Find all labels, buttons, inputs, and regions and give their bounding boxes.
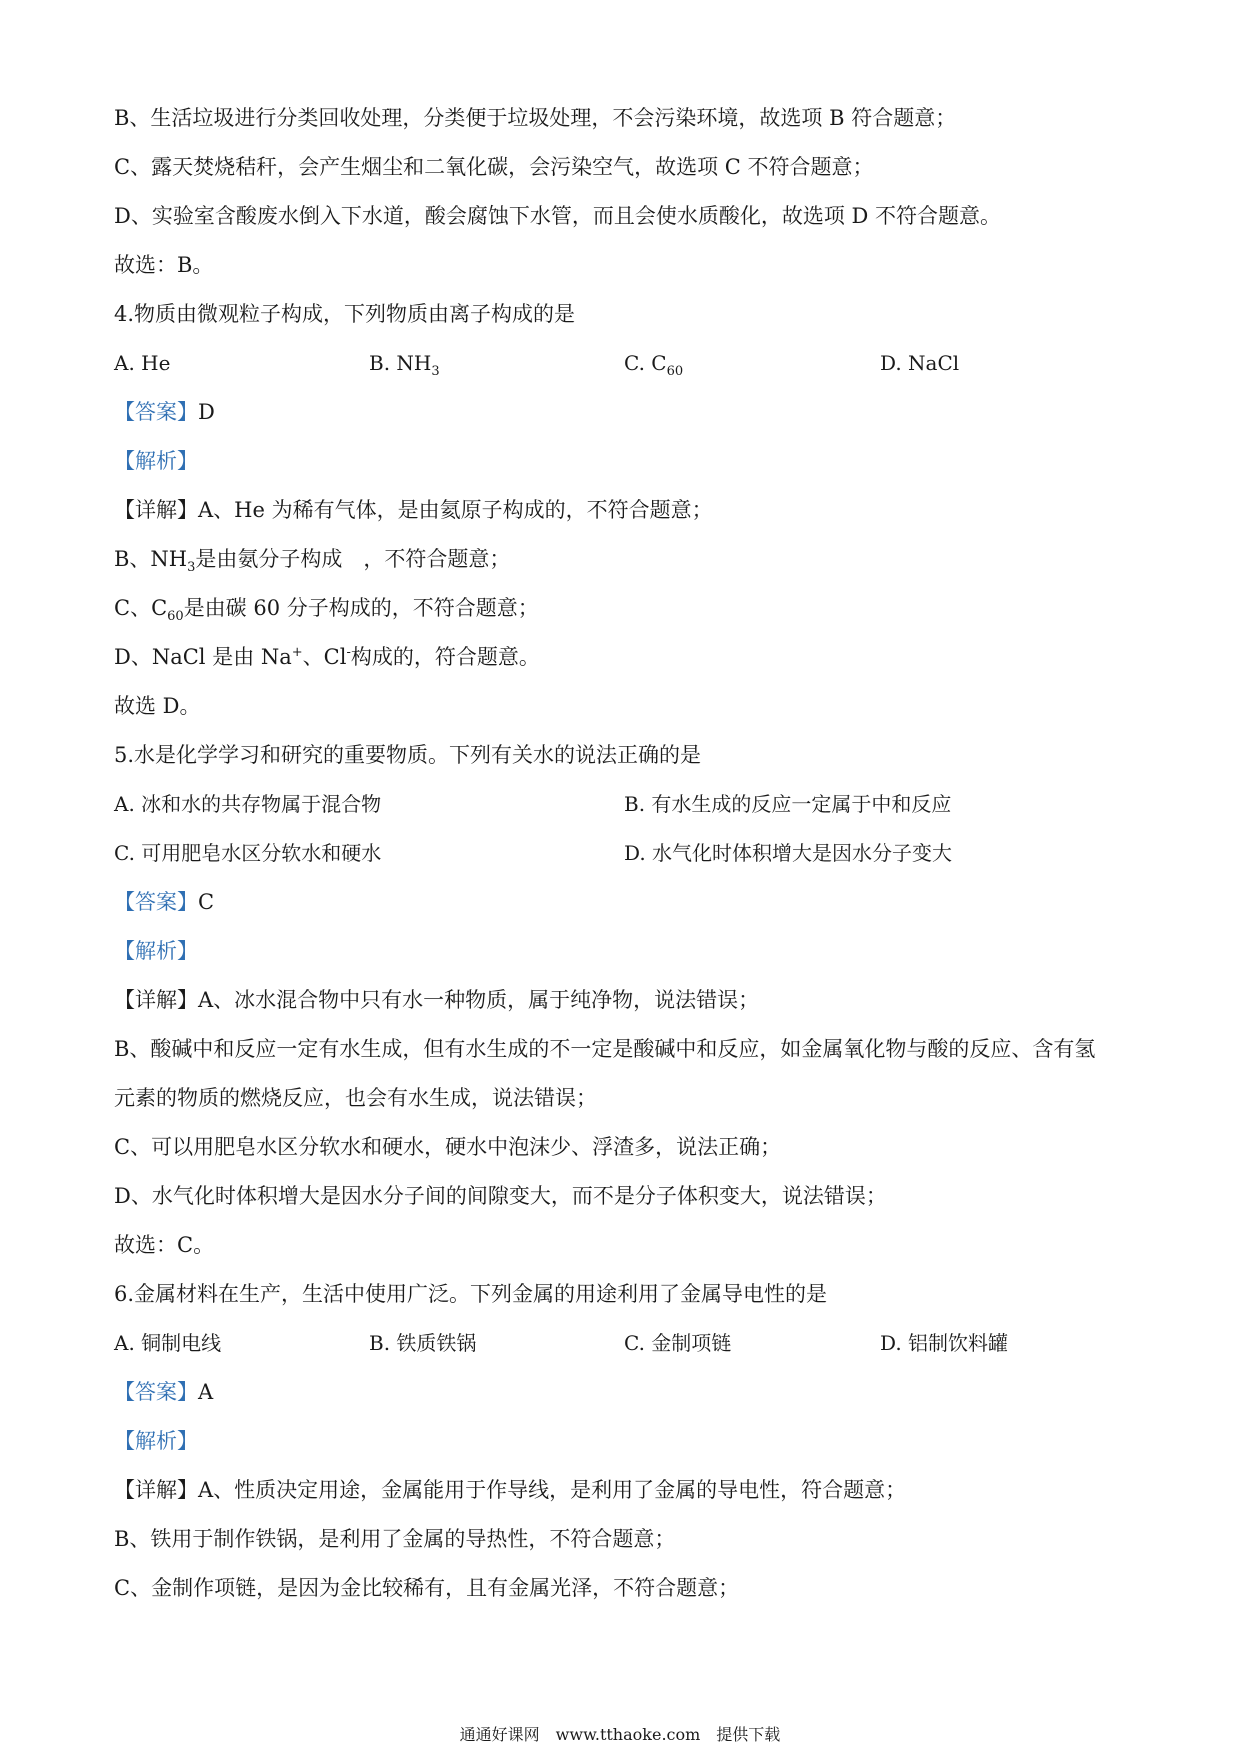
option-c: C. $C_{60}$	[624, 351, 684, 379]
option-c: C. 可用肥皂水区分软水和硬水	[114, 841, 382, 865]
option-c: C. 金制项链	[624, 1331, 732, 1355]
text-line: C、露天焚烧秸秆，会产生烟尘和二氧化碳，会污染空气，故选项 C 不符合题意；	[114, 155, 874, 179]
option-a: A. 冰和水的共存物属于混合物	[114, 792, 382, 816]
answer-line	[114, 1378, 213, 1406]
detail-line: B、铁用于制作铁锅，是利用了金属的导热性，不符合题意；	[114, 1527, 676, 1551]
answer-value: A	[198, 1380, 214, 1404]
detail-line: 【详解】A、He 为稀有气体，是由氦原子构成的，不符合题意；	[114, 498, 713, 522]
page-footer: 通通好课网 www.tthaoke.com 提供下载	[459, 1725, 781, 1744]
text-line: 故选：B。	[114, 253, 214, 277]
detail-line: 元素的物质的燃烧反应，也会有水生成，说法错误；	[114, 1086, 597, 1110]
detail-line: B、$NH_3$是由氨分子构成 ，不符合题意；	[114, 547, 511, 576]
answer-line	[114, 398, 215, 426]
detail-line: 【详解】A、冰水混合物中只有水一种物质，属于纯净物，说法错误；	[114, 988, 760, 1012]
conclusion-line: 故选 D。	[114, 694, 201, 718]
detail-line: D、NaCl 是由 Na+、Cl-构成的，符合题意。	[114, 645, 540, 669]
answer-tag: 【答案】	[114, 890, 198, 914]
option-b: B. 铁质铁锅	[369, 1331, 477, 1355]
answer-line	[114, 888, 214, 916]
detail-line: C、可以用肥皂水区分软水和硬水，硬水中泡沫少、浮渣多，说法正确；	[114, 1135, 782, 1159]
option-b: B. $NH_3$	[369, 351, 440, 379]
option-a: A. He	[114, 351, 171, 375]
answer-tag: 【答案】	[114, 400, 198, 424]
detail-line: C、金制作项链，是因为金比较稀有，且有金属光泽，不符合题意；	[114, 1576, 740, 1600]
answer-tag: 【答案】	[114, 1380, 198, 1404]
answer-value: C	[198, 890, 215, 914]
analysis-tag: 【解析】	[114, 449, 198, 473]
analysis-tag: 【解析】	[114, 939, 198, 963]
conclusion-line: 故选：C。	[114, 1233, 215, 1257]
option-d: D. 铝制饮料罐	[880, 1331, 1009, 1355]
detail-line: 【详解】A、性质决定用途，金属能用于作导线，是利用了金属的导电性，符合题意；	[114, 1478, 907, 1502]
question-stem: 6.金属材料在生产，生活中使用广泛。下列金属的用途利用了金属导电性的是	[114, 1282, 828, 1306]
option-d: D. 水气化时体积增大是因水分子变大	[624, 841, 953, 865]
analysis-tag: 【解析】	[114, 1429, 198, 1453]
detail-line: B、酸碱中和反应一定有水生成，但有水生成的不一定是酸碱中和反应，如金属氧化物与酸的反应、含有氢	[114, 1037, 1096, 1061]
question-stem: 4.物质由微观粒子构成，下列物质由离子构成的是	[114, 302, 576, 326]
option-b: B. 有水生成的反应一定属于中和反应	[624, 792, 952, 816]
question-stem: 5.水是化学学习和研究的重要物质。下列有关水的说法正确的是	[114, 743, 702, 767]
text-line: B、生活垃圾进行分类回收处理，分类便于垃圾处理，不会污染环境，故选项 B 符合题意；	[114, 106, 957, 130]
text-line: D、实验室含酸废水倒入下水道，酸会腐蚀下水管，而且会使水质酸化，故选项 D 不符合题意。	[114, 204, 1002, 228]
option-d: D. NaCl	[880, 351, 960, 375]
option-a: A. 铜制电线	[114, 1331, 222, 1355]
answer-value: D	[198, 400, 215, 424]
detail-line: C、$C_{60}$是由碳 60 分子构成的，不符合题意；	[114, 596, 539, 625]
detail-line: D、水气化时体积增大是因水分子间的间隙变大，而不是分子体积变大，说法错误；	[114, 1184, 887, 1208]
